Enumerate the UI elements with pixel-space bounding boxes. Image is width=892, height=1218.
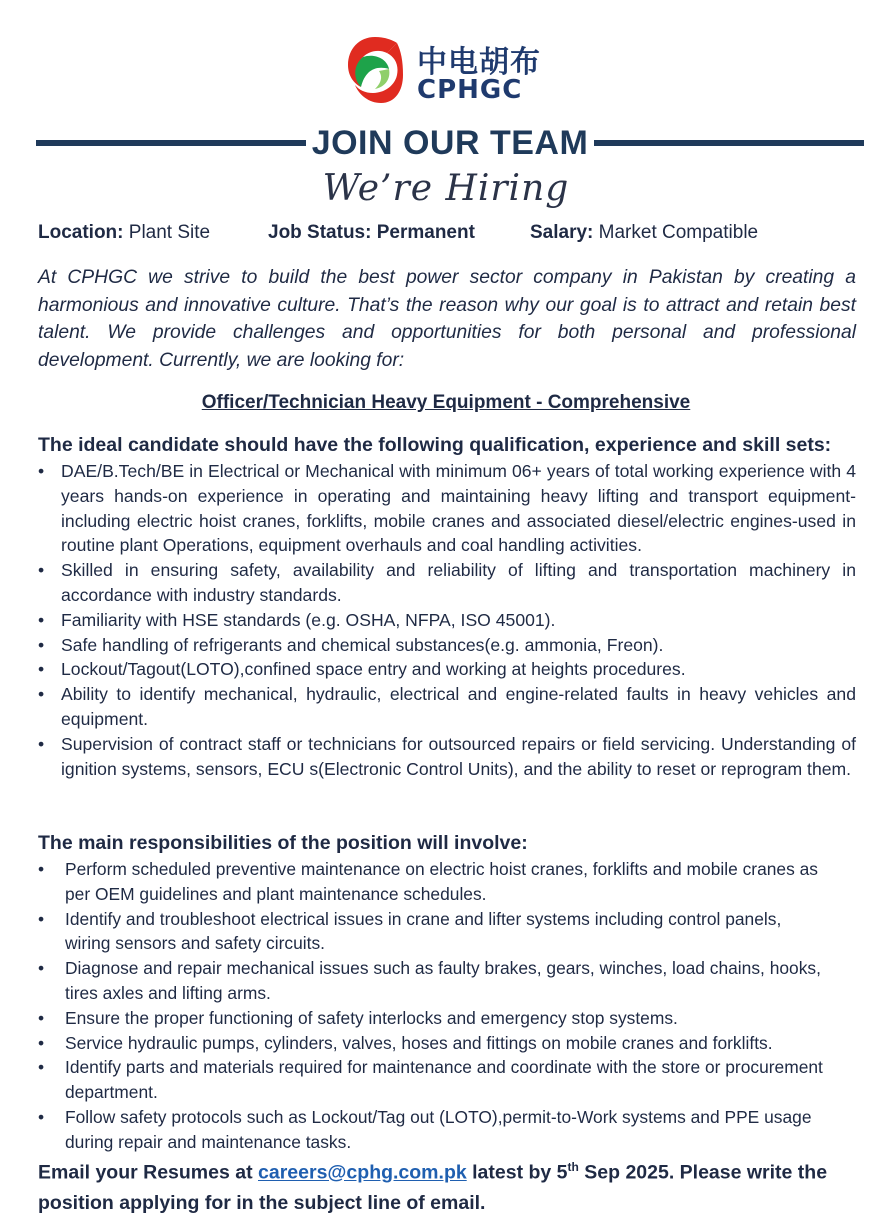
hiring-subtitle: We’re Hiring [322, 168, 570, 209]
bullet-icon: • [38, 684, 45, 705]
location-label: Location: [38, 222, 124, 243]
date-ordinal: th [567, 1160, 579, 1174]
list-item: • Identify parts and materials required for maintenance and coordinate with the store or procurement department. [38, 1057, 823, 1103]
job-status-label: Job Status: Permanent [268, 222, 475, 243]
qualifications-heading: The ideal candidate should have the following qualification, experience and skill sets: [38, 434, 832, 456]
responsibilities-heading: The main responsibilities of the position will involve: [38, 832, 528, 854]
bullet-icon: • [38, 1032, 45, 1053]
bullet-icon: • [38, 958, 45, 979]
job-status-meta [268, 222, 475, 244]
cphgc-logo-icon [345, 35, 405, 105]
apply-suffix: Sep 2025. Please write the position applying for in the subject line of email. [38, 1161, 828, 1214]
apply-instructions [38, 1152, 868, 1218]
location-value: Plant Site [128, 222, 211, 243]
page-title: JOIN OUR TEAM [311, 124, 589, 162]
bullet-icon: • [38, 609, 45, 630]
list-item: • Perform scheduled preventive maintenance on electric hoist cranes, forklifts and mobile cranes as per OEM guidelines and plant maintenance schedules. [38, 859, 819, 904]
list-item: • Follow safety protocols such as Lockout/Tag out (LOTO),permit-to-Work systems and PPE usage during repair and maintenance tasks. [38, 1106, 812, 1152]
salary-meta [530, 222, 758, 244]
list-item: • Ability to identify mechanical, hydraulic, electrical and engine-related faults in heavy vehicles and equipment. [38, 684, 856, 729]
list-item: • Ensure the proper functioning of safety interlocks and emergency stop systems. [38, 1006, 858, 1031]
logo-text-english: CPHGC [417, 75, 523, 105]
list-item: • Skilled in ensuring safety, availability and reliability of lifting and transportation machinery in accordance with industry standards. [38, 560, 856, 605]
header-rule-right [594, 140, 864, 146]
salary-label: Salary: [530, 222, 594, 243]
bullet-icon: • [38, 1007, 45, 1028]
intro-paragraph: At CPHGC we strive to build the best power sector company in Pakistan by creating a harmonious and innovative culture. That’s the reason why our goal is to attract and retain best talent. We provide challenges and opportunities for both personal and professional development. Currently, we are looking for: [38, 267, 856, 371]
list-item: • Diagnose and repair mechanical issues such as faulty brakes, gears, winches, load chains, hooks, tires axles and lifting arms. [38, 958, 821, 1003]
bullet-icon: • [38, 859, 45, 879]
careers-email-link[interactable]: careers@cphg.com.pk [258, 1161, 467, 1184]
join-header [36, 122, 864, 166]
list-item: • Identify and troubleshoot electrical issues in crane and lifter systems including control panels, wiring sensors and safety circuits. [38, 908, 782, 954]
list-item: • Safe handling of refrigerants and chemical substances(e.g. ammonia, Freon). [38, 633, 856, 658]
responsibilities-list [38, 857, 858, 1155]
job-meta-row [38, 222, 858, 248]
bullet-icon: • [38, 634, 45, 655]
logo-text-chinese: 中电胡布 [417, 45, 541, 80]
list-item: • Service hydraulic pumps, cylinders, valves, hoses and fittings on mobile cranes and forklifts. [38, 1031, 858, 1056]
bullet-icon: • [38, 1057, 45, 1078]
bullet-icon: • [38, 733, 45, 754]
bullet-icon: • [38, 908, 45, 929]
position-title: Officer/Technician Heavy Equipment - Comprehensive [201, 392, 691, 413]
apply-prefix: Email your Resumes at [38, 1161, 253, 1184]
bullet-icon: • [38, 1106, 45, 1127]
qualifications-list [38, 459, 856, 781]
list-item: • Supervision of contract staff or technicians for outsourced repairs or field servicing. Understanding of ignition systems, sensors, ECU s(Electronic Control Units), and the ability to reset or reprogram them. [38, 733, 856, 779]
list-item: • Familiarity with HSE standards (e.g. OSHA, NFPA, ISO 45001). [38, 608, 856, 633]
salary-value: Market Compatible [598, 222, 759, 243]
apply-deadline: latest by 5 [472, 1161, 568, 1184]
list-item: • Lockout/Tagout(LOTO),confined space entry and working at heights procedures. [38, 657, 856, 682]
location-meta [38, 222, 210, 244]
bullet-icon: • [38, 461, 45, 481]
bullet-icon: • [38, 659, 45, 680]
bullet-icon: • [38, 560, 45, 581]
company-logo [345, 35, 555, 107]
list-item: • DAE/B.Tech/BE in Electrical or Mechanical with minimum 06+ years of total working experience with 4 years hands-on experience in operating and maintaining heavy lifting and transport equipment-including electric hoist cranes, forklifts, mobile cranes and associated diesel/electric engines-used in routine plant Operations, equipment overhauls and coal handling activities. [38, 461, 856, 556]
